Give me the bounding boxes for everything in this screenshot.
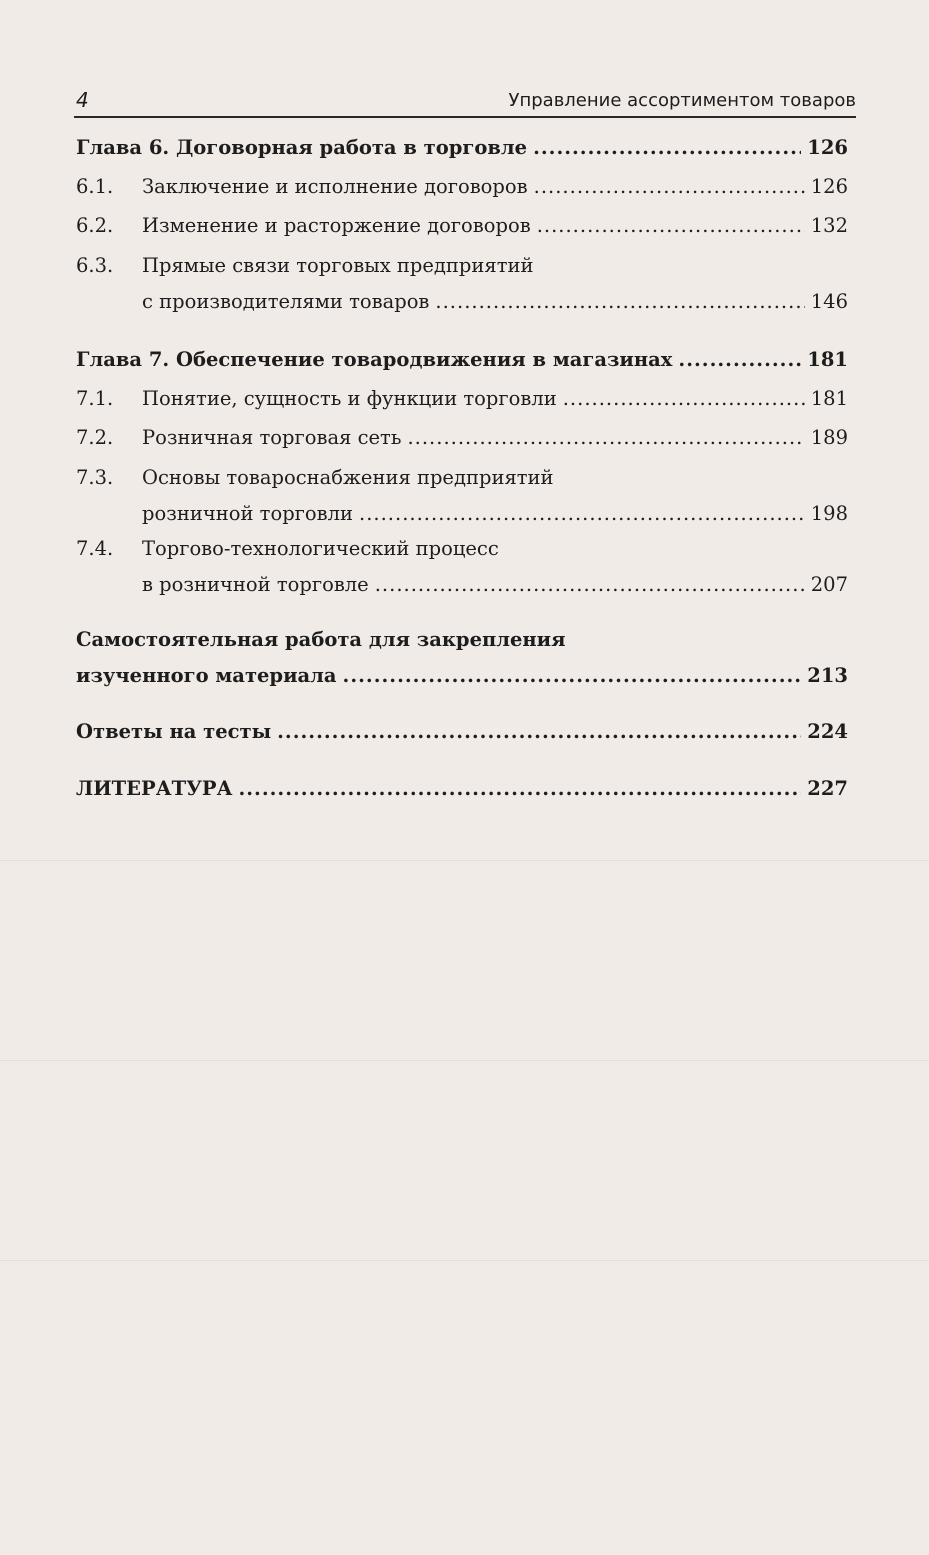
show-through-line (0, 860, 929, 861)
toc-page: 146 (810, 290, 848, 313)
leader-dots (343, 658, 802, 694)
toc-title: Розничная торговая сеть (142, 426, 402, 449)
toc-title: Глава 7. Обеспечение товародвижения в магазинах (76, 348, 673, 371)
show-through-line (0, 1260, 929, 1261)
toc-title-line-1: Прямые связи торговых предприятий (142, 254, 534, 277)
leader-dots (537, 208, 805, 244)
leader-dots (359, 496, 805, 532)
toc-chapter-6[interactable] (76, 130, 848, 166)
leader-dots (678, 342, 801, 378)
toc-number: 6.1. (76, 175, 114, 198)
toc-number: 7.4. (76, 537, 114, 560)
toc-section-6-3[interactable] (76, 248, 848, 320)
leader-dots (563, 381, 805, 417)
toc-page: 213 (807, 664, 848, 687)
leader-dots (277, 714, 801, 750)
toc-title-line-1: Основы товароснабжения предприятий (142, 466, 554, 489)
toc-number: 7.2. (76, 426, 114, 449)
toc-title: Глава 6. Договорная работа в торговле (76, 136, 528, 159)
toc-title-line-2: изученного материала (76, 664, 337, 687)
toc-page: 181 (810, 387, 848, 410)
toc-section-6-1[interactable] (76, 169, 848, 205)
toc-number: 7.1. (76, 387, 114, 410)
toc-section-7-4[interactable] (76, 531, 848, 603)
toc-page: 198 (810, 502, 848, 525)
toc-literature[interactable] (76, 771, 848, 807)
toc-answers[interactable] (76, 714, 848, 750)
toc-number: 6.2. (76, 214, 114, 237)
toc-title-line-1: Самостоятельная работа для закрепления (76, 628, 566, 651)
toc-page: 181 (807, 348, 848, 371)
toc-title: Заключение и исполнение договоров (142, 175, 528, 198)
toc-page: 189 (810, 426, 848, 449)
toc-page: 207 (810, 573, 848, 596)
running-title: Управление ассортиментом товаров (508, 90, 856, 111)
leader-dots (435, 284, 804, 320)
leader-dots (407, 420, 804, 456)
toc-number: 7.3. (76, 466, 114, 489)
page-header (74, 86, 856, 118)
toc-title-line-2: в розничной торговле (142, 573, 369, 596)
leader-dots (533, 130, 801, 166)
toc-page: 132 (810, 214, 848, 237)
leader-dots (238, 771, 801, 807)
toc-page: 224 (807, 720, 848, 743)
toc-title-line-2: розничной торговли (142, 502, 354, 525)
toc-title: Изменение и расторжение договоров (142, 214, 531, 237)
page-number: 4 (76, 88, 89, 112)
toc-title-line-2: с производителями товаров (142, 290, 430, 313)
toc-page: 126 (810, 175, 848, 198)
toc-number: 6.3. (76, 254, 114, 277)
toc-page: 227 (807, 777, 848, 800)
leader-dots (375, 567, 805, 603)
toc-section-7-1[interactable] (76, 381, 848, 417)
toc-title: Ответы на тесты (76, 720, 272, 743)
toc-section-7-3[interactable] (76, 460, 848, 532)
toc-page: 126 (807, 136, 848, 159)
toc-section-6-2[interactable] (76, 208, 848, 244)
toc-chapter-7[interactable] (76, 342, 848, 378)
show-through-line (0, 1060, 929, 1061)
toc-self-study[interactable] (76, 622, 848, 694)
toc-title-line-1: Торгово-технологический процесс (142, 537, 499, 560)
toc-title: Понятие, сущность и функции торговли (142, 387, 557, 410)
toc-title: ЛИТЕРАТУРА (76, 777, 233, 800)
leader-dots (534, 169, 805, 205)
toc-section-7-2[interactable] (76, 420, 848, 456)
